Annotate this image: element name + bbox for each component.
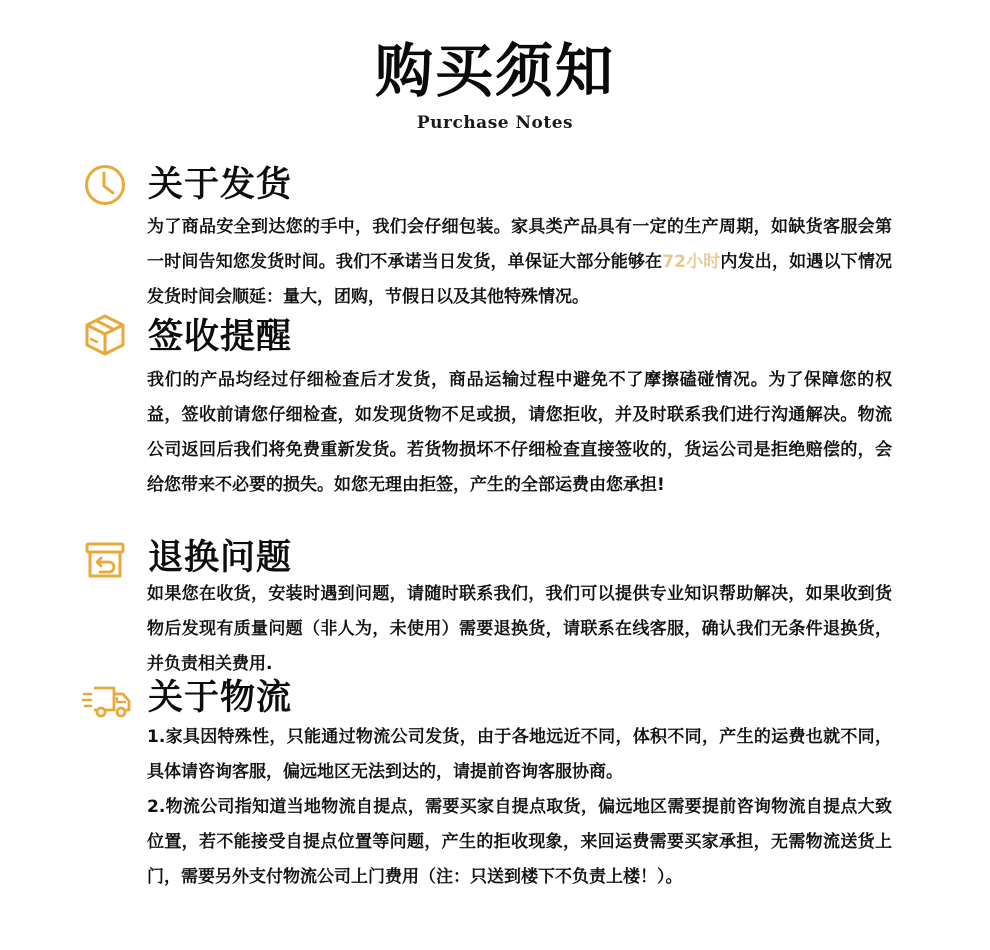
box-icon: [82, 312, 128, 358]
shipping-highlight-72h: 72小时: [662, 252, 721, 272]
receipt-text: 我们的产品均经过仔细检查后才发货，商品运输过程中避免不了摩擦磕碰情况。为了保障您的权益，签收前请您仔细检查，如发现货物不足或损，请您拒收，并及时联系我们进行沟通解决。物流公司返回后我们将免费重新发货。若货物损坏不仔细检查直接签收的，货运公司是拒绝赔偿的，会给您带来不必要的损失。如您无理由拒签，产生的全部运费由您承担!: [147, 370, 892, 495]
shipping-text-after: 内发出，如遇以下情况发货时间会顺延：量大，团购，节假日以及其他特殊情况。: [147, 252, 892, 307]
returns-text: 如果您在收货，安装时遇到问题，请随时联系我们，我们可以提供专业知识帮助解决，如果收到货物后发现有质量问题（非人为，未使用）需要退换货，请联系在线客服，确认我们无条件退换货，并负责相关费用.: [147, 584, 892, 674]
section-heading-returns: 退换问题: [148, 538, 293, 578]
section-body-shipping: [147, 210, 892, 315]
shipping-text-before: 为了商品安全到达您的手中，我们会仔细包装。家具类产品具有一定的生产周期，如缺货客服会第一时间告知您发货时间。我们不承诺当日发货，单保证大部分能够在: [147, 217, 892, 272]
logistics-para-1: 1.家具因特殊性，只能通过物流公司发货，由于各地远近不同，体积不同，产生的运费也就不同，具体请咨询客服，偏远地区无法到达的，请提前咨询客服协商。: [147, 727, 892, 782]
page-title: 购买须知: [374, 37, 615, 105]
section-body-returns: [147, 577, 892, 682]
section-body-receipt: [147, 363, 892, 503]
section-body-logistics: [147, 720, 892, 895]
section-heading-logistics: 关于物流: [148, 678, 293, 718]
return-box-icon: [82, 538, 128, 584]
page-subtitle: Purchase Notes: [416, 113, 574, 133]
delivery-truck-icon: [82, 678, 132, 724]
section-heading-shipping: 关于发货: [148, 165, 293, 205]
section-heading-receipt: 签收提醒: [148, 317, 293, 357]
clock-icon: [82, 162, 128, 208]
logistics-para-2: 2.物流公司指知道当地物流自提点，需要买家自提点取货，偏远地区需要提前咨询物流自提点大致位置，若不能接受自提点位置等问题，产生的拒收现象，来回运费需要买家承担，无需物流送货上门，需要另外支付物流公司上门费用（注：只送到楼下不负责上楼！）。: [147, 797, 892, 887]
